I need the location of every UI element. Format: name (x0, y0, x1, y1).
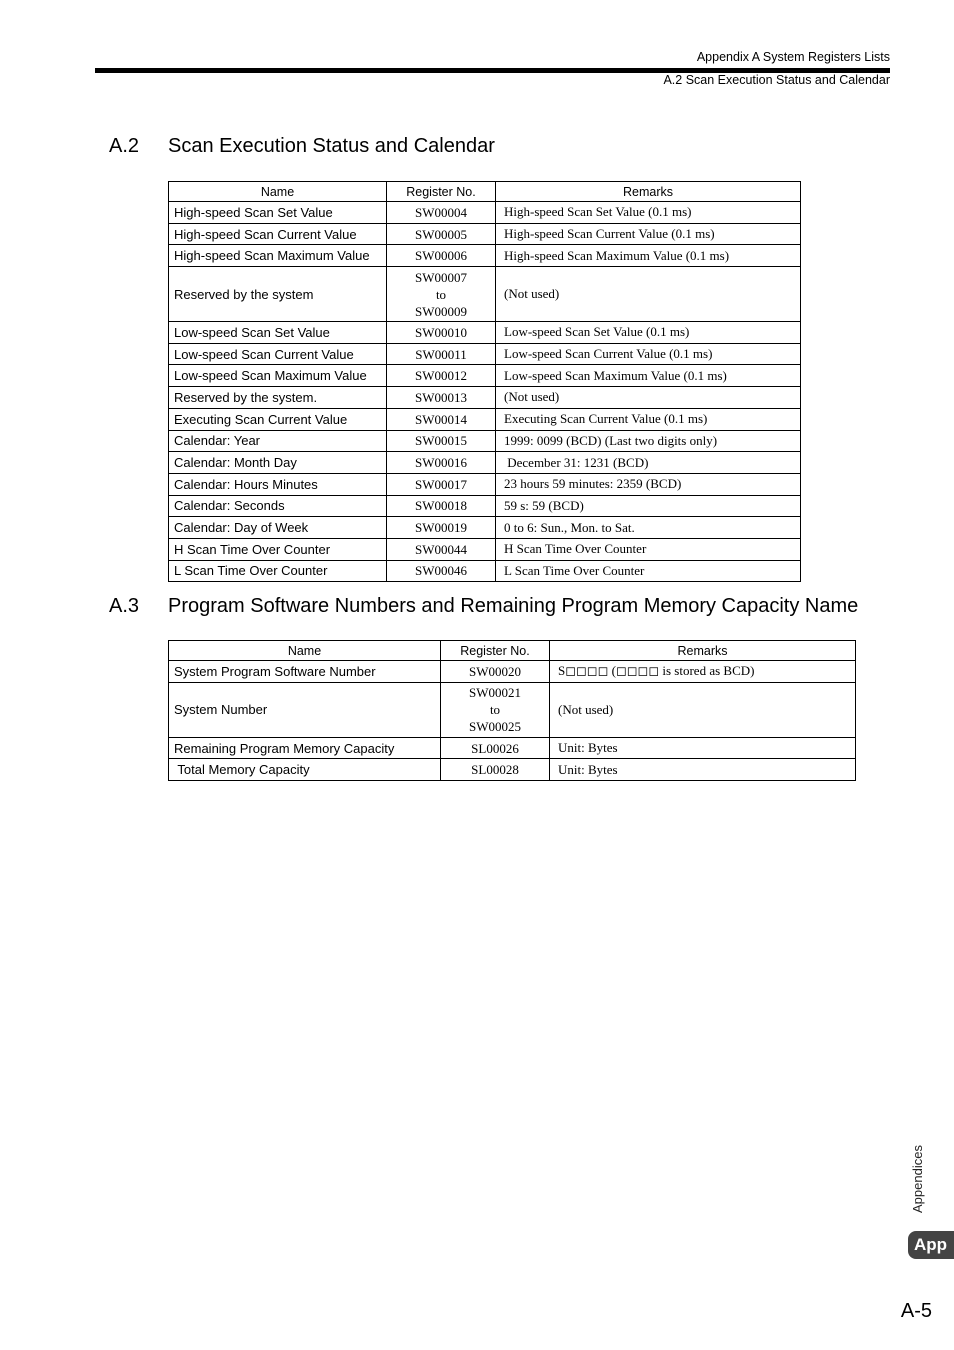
table-row (169, 430, 801, 452)
section-a2-heading (109, 135, 495, 158)
section-number: A.2 (109, 135, 140, 157)
table-row (169, 473, 801, 495)
section-number: A.3 (109, 595, 140, 617)
table-row (169, 495, 801, 517)
register-line: SW00014 (415, 411, 467, 427)
cell-remarks: December 31: 1231 (BCD) (496, 452, 801, 474)
register-line: SW00019 (415, 520, 467, 536)
register-line: SW00021 (469, 685, 521, 701)
register-line: to (435, 286, 447, 302)
column-header-name: Name (169, 182, 387, 202)
cell-register (387, 343, 496, 365)
cell-register (387, 223, 496, 245)
cell-register (387, 267, 496, 322)
cell-register (441, 759, 550, 781)
cell-name: Calendar: Day of Week (169, 517, 387, 539)
register-line: SW00010 (415, 324, 467, 340)
cell-register (387, 387, 496, 409)
header-section: A.2 Scan Execution Status and Calendar (663, 73, 890, 87)
table-row (169, 365, 801, 387)
page-number: A-5 (900, 1300, 932, 1322)
column-header-name: Name (169, 641, 441, 661)
cell-remarks: 23 hours 59 minutes: 2359 (BCD) (496, 473, 801, 495)
cell-name: L Scan Time Over Counter (169, 560, 387, 582)
table-row (169, 661, 856, 683)
register-line: SW00020 (469, 663, 521, 679)
cell-remarks: Executing Scan Current Value (0.1 ms) (496, 408, 801, 430)
cell-register (387, 245, 496, 267)
cell-remarks: Low-speed Scan Current Value (0.1 ms) (496, 343, 801, 365)
cell-remarks: 59 s: 59 (BCD) (496, 495, 801, 517)
cell-register (387, 495, 496, 517)
cell-remarks: 1999: 0099 (BCD) (Last two digits only) (496, 430, 801, 452)
column-header-register: Register No. (387, 182, 496, 202)
cell-remarks: (Not used) (496, 267, 801, 322)
cell-name: Reserved by the system. (169, 387, 387, 409)
cell-remarks: (Not used) (496, 387, 801, 409)
register-line: SW00017 (415, 476, 467, 492)
cell-name: Calendar: Year (169, 430, 387, 452)
cell-register (387, 202, 496, 224)
register-line: SW00012 (415, 368, 467, 384)
register-line: SW00046 (415, 563, 467, 579)
table-row (169, 452, 801, 474)
table-row (169, 387, 801, 409)
table-row (169, 245, 801, 267)
cell-register (387, 452, 496, 474)
header-chapter: Appendix A System Registers Lists (696, 50, 890, 64)
cell-name: Low-speed Scan Current Value (169, 343, 387, 365)
register-line: SW00007 (415, 269, 467, 285)
cell-remarks: L Scan Time Over Counter (496, 560, 801, 582)
register-line: SW00025 (469, 719, 521, 735)
app-badge: App (908, 1231, 954, 1259)
cell-remarks: H Scan Time Over Counter (496, 538, 801, 560)
table-header-row (169, 641, 856, 661)
table-row (169, 737, 856, 759)
cell-name: Calendar: Month Day (169, 452, 387, 474)
table-row (169, 202, 801, 224)
register-line: SW00011 (415, 346, 467, 362)
cell-name: Calendar: Seconds (169, 495, 387, 517)
cell-register (387, 408, 496, 430)
register-line: SW00015 (415, 433, 467, 449)
cell-name: High-speed Scan Maximum Value (169, 245, 387, 267)
table-row (169, 267, 801, 322)
table-row (169, 759, 856, 781)
section-a3-heading (109, 595, 858, 618)
register-line: SW00005 (415, 226, 467, 242)
column-header-register: Register No. (441, 641, 550, 661)
cell-name: Low-speed Scan Set Value (169, 322, 387, 344)
cell-register (387, 322, 496, 344)
cell-remarks: (Not used) (550, 682, 856, 737)
register-line: SW00013 (415, 389, 467, 405)
column-header-remarks: Remarks (550, 641, 856, 661)
register-line: SW00009 (415, 303, 467, 319)
cell-remarks: 0 to 6: Sun., Mon. to Sat. (496, 517, 801, 539)
cell-name: Reserved by the system (169, 267, 387, 322)
cell-name: System Program Software Number (169, 661, 441, 683)
table-row (169, 560, 801, 582)
cell-name: Remaining Program Memory Capacity (169, 737, 441, 759)
table-row (169, 343, 801, 365)
cell-register (441, 737, 550, 759)
cell-register (387, 473, 496, 495)
program-memory-table (168, 640, 856, 781)
register-line: SL00026 (471, 740, 519, 756)
register-line: SW00016 (415, 455, 467, 471)
table-header-row (169, 182, 801, 202)
cell-register (387, 430, 496, 452)
cell-remarks: Unit: Bytes (550, 737, 856, 759)
cell-remarks: High-speed Scan Set Value (0.1 ms) (496, 202, 801, 224)
cell-register (387, 560, 496, 582)
cell-name: High-speed Scan Set Value (169, 202, 387, 224)
table-row (169, 408, 801, 430)
cell-name: System Number (169, 682, 441, 737)
register-line: SW00044 (415, 541, 467, 557)
register-line: to (489, 702, 501, 718)
cell-register (387, 365, 496, 387)
cell-name: Calendar: Hours Minutes (169, 473, 387, 495)
cell-register (387, 538, 496, 560)
cell-remarks: High-speed Scan Current Value (0.1 ms) (496, 223, 801, 245)
side-tab-appendices: Appendices (910, 1145, 925, 1213)
cell-remarks: Unit: Bytes (550, 759, 856, 781)
cell-name: Total Memory Capacity (169, 759, 441, 781)
table-row (169, 682, 856, 737)
section-title: Program Software Numbers and Remaining Program Memory Capacity Name (168, 595, 859, 617)
cell-register (441, 682, 550, 737)
cell-name: High-speed Scan Current Value (169, 223, 387, 245)
cell-name: Low-speed Scan Maximum Value (169, 365, 387, 387)
section-title: Scan Execution Status and Calendar (168, 135, 495, 157)
column-header-remarks: Remarks (496, 182, 801, 202)
cell-remarks: Low-speed Scan Maximum Value (0.1 ms) (496, 365, 801, 387)
register-line: SW00006 (415, 248, 467, 264)
cell-remarks: Low-speed Scan Set Value (0.1 ms) (496, 322, 801, 344)
table-row (169, 517, 801, 539)
register-line: SW00018 (415, 498, 467, 514)
scan-status-table (168, 181, 801, 582)
table-row (169, 223, 801, 245)
cell-remarks: S◻◻◻◻ (◻◻◻◻ is stored as BCD) (550, 661, 856, 683)
cell-remarks: High-speed Scan Maximum Value (0.1 ms) (496, 245, 801, 267)
table-row (169, 322, 801, 344)
cell-register (441, 661, 550, 683)
register-line: SW00004 (415, 204, 467, 220)
table-row (169, 538, 801, 560)
cell-register (387, 517, 496, 539)
register-line: SL00028 (471, 762, 519, 778)
cell-name: Executing Scan Current Value (169, 408, 387, 430)
cell-name: H Scan Time Over Counter (169, 538, 387, 560)
